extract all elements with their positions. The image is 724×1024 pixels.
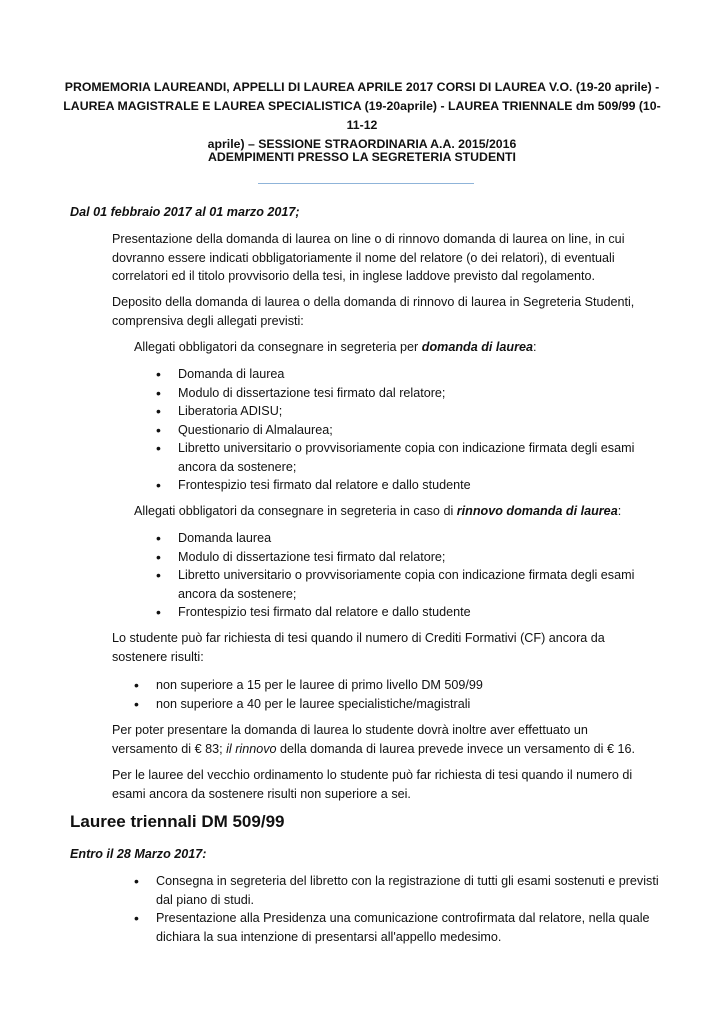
section-heading: Lauree triennali DM 509/99 <box>70 812 285 831</box>
list-item: • Presentazione alla Presidenza una comunicazione controfirmata dal relatore, nella quale dichiara la sua intenzione di presentarsi all'appello medesimo. <box>134 909 659 946</box>
title-line: LAUREA MAGISTRALE E LAUREA SPECIALISTICA (19-20aprile) - LAUREA TRIENNALE dm 509/99 (10-11-12 <box>63 99 661 132</box>
list-item: • non superiore a 40 per le lauree specialistiche/magistrali <box>134 695 644 714</box>
paragraph-crediti: Lo studente può far richiesta di tesi quando il numero di Crediti Formativi (CF) ancora da sostenere risulti: <box>112 631 605 664</box>
list-allegati-rinnovo <box>156 529 646 622</box>
document-subtitle: ADEMPIMENTI PRESSO LA SEGRETERIA STUDENTI <box>208 150 516 164</box>
title-line: aprile) – SESSIONE STRAORDINARIA A.A. 2015/2016 <box>207 137 517 151</box>
allegati-emphasis: rinnovo domanda di laurea <box>456 504 618 518</box>
divider-line <box>258 183 474 184</box>
allegati-emphasis: domanda di laurea <box>421 340 534 354</box>
versamento-emphasis: il rinnovo <box>226 741 277 756</box>
list-item: • Modulo di dissertazione tesi firmato dal relatore; <box>156 548 646 567</box>
list-item: • Domanda di laurea <box>156 365 646 384</box>
list-item: • Frontespizio tesi firmato dal relatore e dallo studente <box>156 476 646 495</box>
list-item: • Liberatoria ADISU; <box>156 402 646 421</box>
title-line: PROMEMORIA LAUREANDI, APPELLI DI LAUREA APRILE 2017 CORSI DI LAUREA V.O. (19-20 aprile) - <box>64 80 660 94</box>
period-heading: Dal 01 febbraio 2017 al 01 marzo 2017; <box>70 205 300 219</box>
allegati-intro: Allegati obbligatori da consegnare in segreteria in caso di <box>134 504 457 518</box>
list-item: • Modulo di dissertazione tesi firmato dal relatore; <box>156 384 646 403</box>
list-item: • Frontespizio tesi firmato dal relatore e dallo studente <box>156 603 646 622</box>
paragraph-versamento <box>112 721 657 758</box>
list-triennali <box>134 872 659 946</box>
list-item: • Domanda laurea <box>156 529 646 548</box>
allegati-intro: Allegati obbligatori da consegnare in segreteria per <box>134 340 422 354</box>
list-item: • Libretto universitario o provvisoriamente copia con indicazione firmata degli esami ancora da sostenere; <box>156 439 646 476</box>
list-item: • non superiore a 15 per le lauree di primo livello DM 509/99 <box>134 676 644 695</box>
versamento-text-end: della domanda di laurea prevede invece un versamento di € 16. <box>276 741 635 756</box>
paragraph-vecchio-ordinamento: Per le lauree del vecchio ordinamento lo studente può far richiesta di tesi quando il numero di esami ancora da sostenere risulti non superiore a sei. <box>112 768 633 801</box>
document-title <box>60 78 664 154</box>
list-item: • Consegna in segreteria del libretto con la registrazione di tutti gli esami sostenuti e previsti dal piano di studi. <box>134 872 659 909</box>
allegati-colon: : <box>533 340 537 354</box>
allegati-colon: : <box>617 504 622 518</box>
paragraph-deposit: Deposito della domanda di laurea o della domanda di rinnovo di laurea in Segreteria Studenti, comprensiva degli allegati previsti: <box>112 295 635 328</box>
list-item: • Questionario di Almalaurea; <box>156 421 646 440</box>
list-item: • Libretto universitario o provvisoriamente copia con indicazione firmata degli esami ancora da sostenere; <box>156 566 646 603</box>
deadline-heading: Entro il 28 Marzo 2017: <box>70 847 207 861</box>
list-allegati-domanda <box>156 365 646 495</box>
paragraph-online-application: Presentazione della domanda di laurea on line o di rinnovo domanda di laurea on line, in cui dovranno essere indicati obbligatoriamente il nome del relatore (o dei relatori), di eventuali correlatori ed il titolo provvisorio della tesi, in inglese laddove previsto dal regolamento. <box>112 232 625 283</box>
versamento-text: Per poter presentare la domanda di laurea lo studente dovrà inoltre aver effettuato un versamento di € 83; <box>112 723 588 756</box>
list-crediti <box>134 676 644 713</box>
allegati-heading-domanda <box>134 338 654 357</box>
allegati-heading-rinnovo <box>134 502 654 521</box>
